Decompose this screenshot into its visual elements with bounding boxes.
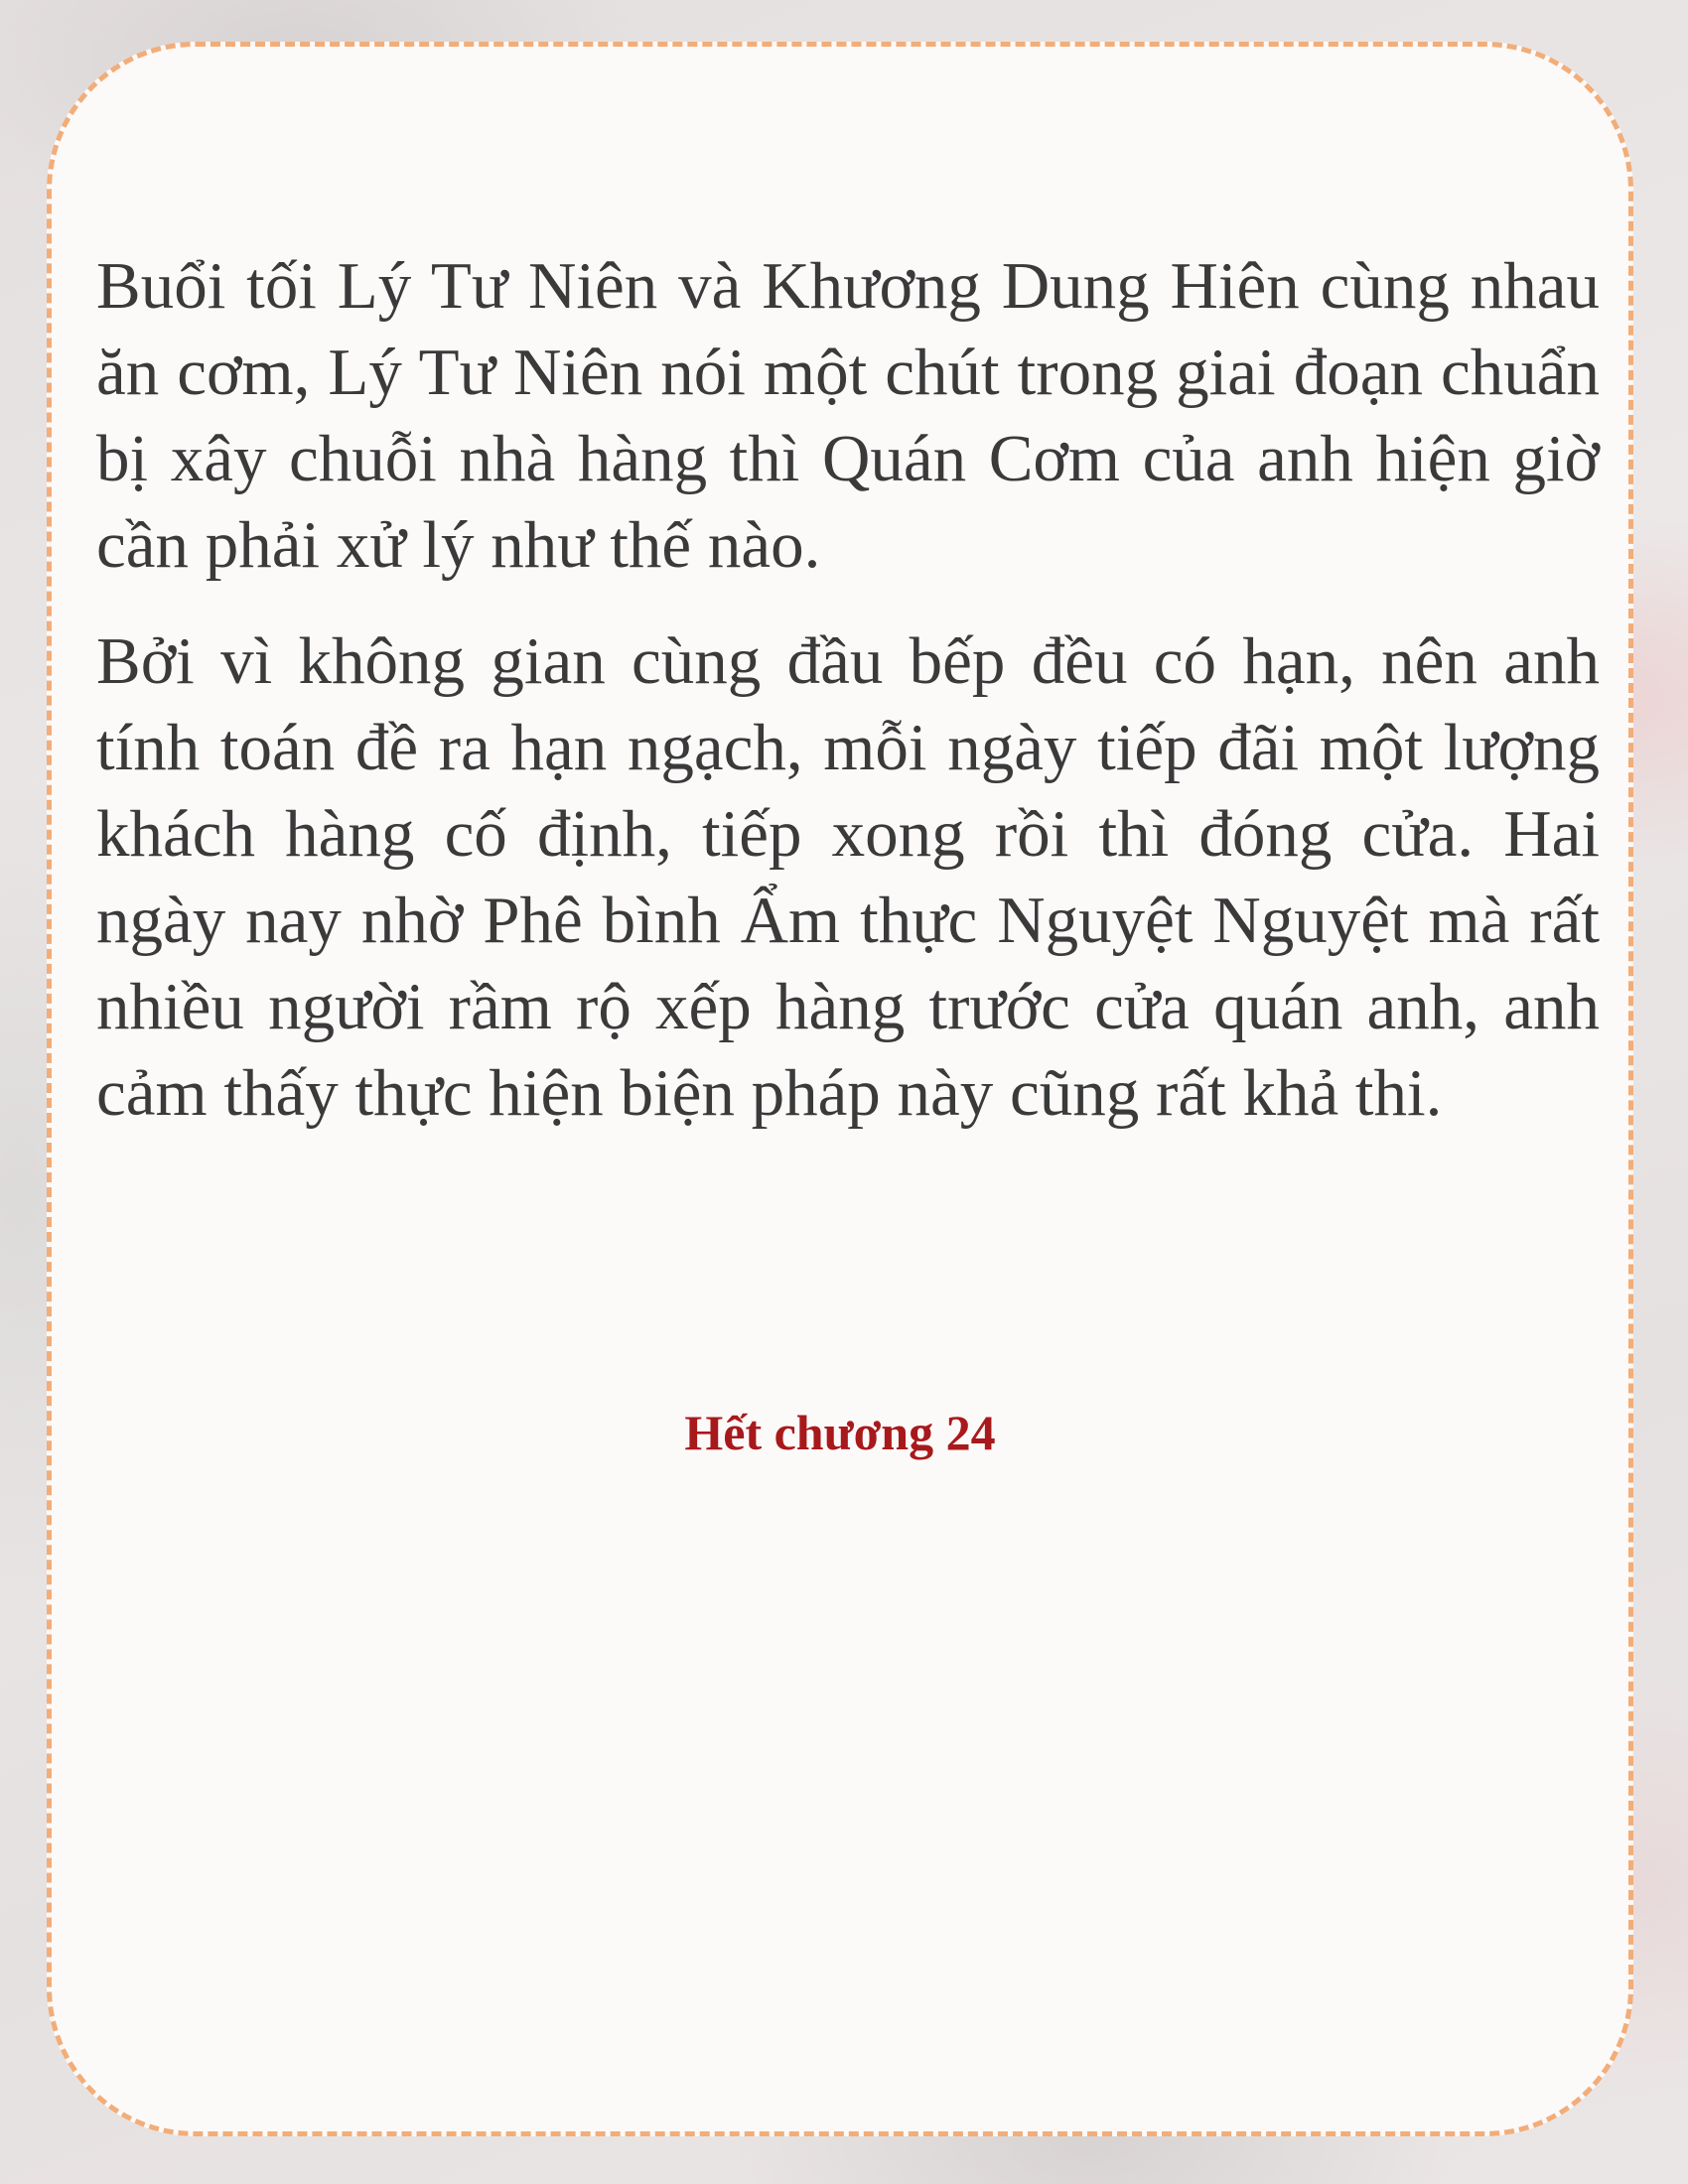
paragraph-2: Bởi vì không gian cùng đầu bếp đều có hạn, nên anh tính toán đề ra hạn ngạch, mỗi ngày tiếp đãi một lượng khách hàng cố định, tiếp xong rồi thì đóng cửa. Hai ngày nay nhờ Phê bình Ẩm thực Nguyệt Nguyệt mà rất nhiều người rầm rộ xếp hàng trước cửa quán anh, anh cảm thấy thực hiện biện pháp này cũng rất khả thi.: [96, 624, 1600, 1130]
chapter-body: [96, 243, 1600, 1166]
chapter-end-label: Hết chương 24: [684, 1405, 996, 1460]
paragraph-1: Buổi tối Lý Tư Niên và Khương Dung Hiên cùng nhau ăn cơm, Lý Tư Niên nói một chút trong giai đoạn chuẩn bị xây chuỗi nhà hàng thì Quán Cơm của anh hiện giờ cần phải xử lý như thế nào.: [96, 249, 1600, 582]
